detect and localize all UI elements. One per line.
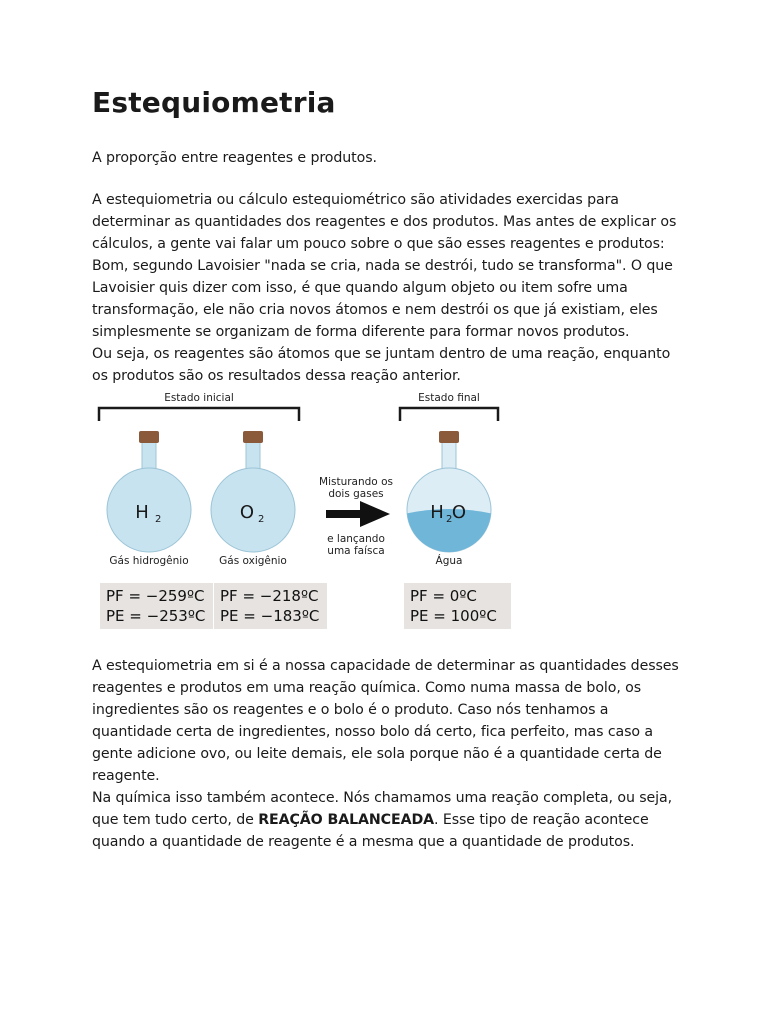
flask-h2o-name: Água xyxy=(435,555,463,567)
arrow-label-line2: dois gases xyxy=(328,488,384,500)
reaction-diagram xyxy=(92,386,512,576)
cork xyxy=(243,431,263,443)
subtitle xyxy=(92,147,682,169)
text-line: reagente. xyxy=(92,768,160,784)
text-line: Ou seja, os reagentes são átomos que se juntam dentro de uma reação, enquanto xyxy=(92,346,671,362)
flask-h2-name: Gás hidrogênio xyxy=(109,555,189,567)
h2-temperature-box xyxy=(100,583,213,629)
melting-point: PF = −259ºC xyxy=(106,587,205,605)
text-fragment: que tem tudo certo, de xyxy=(92,812,259,828)
text-line: os produtos são os resultados dessa reação anterior. xyxy=(92,368,461,384)
text-line: gente adicione ovo, ou leite demais, ele sola porque não é a quantidade certa de xyxy=(92,746,662,762)
page-title: Estequiometria xyxy=(92,86,336,119)
formula-subscript: 2 xyxy=(155,514,162,525)
melting-point: PF = 0ºC xyxy=(410,587,477,605)
flask-o2 xyxy=(211,431,295,552)
arrow-label-line1: Misturando os xyxy=(319,476,393,488)
text-line-with-bold xyxy=(92,809,682,831)
melting-point: PF = −218ºC xyxy=(220,587,319,605)
final-state-bracket xyxy=(400,408,498,421)
subtitle-text: A proporção entre reagentes e produtos. xyxy=(92,150,377,166)
formula-subscript: 2 xyxy=(258,514,265,525)
text-line: cálculos, a gente vai falar um pouco sobre o que são esses reagentes e produtos: xyxy=(92,236,665,252)
text-fragment: . Esse tipo de reação acontece xyxy=(434,812,649,828)
final-state-label: Estado final xyxy=(418,392,480,404)
text-line: Na química isso também acontece. Nós chamamos uma reação completa, ou seja, xyxy=(92,790,673,806)
formula-o: O xyxy=(451,502,467,523)
text-line: quando a quantidade de reagente é a mesma que a quantidade de produtos. xyxy=(92,834,635,850)
text-line: Bom, segundo Lavoisier "nada se cria, nada se destrói, tudo se transforma". O que xyxy=(92,258,673,274)
explanation-paragraph xyxy=(92,655,682,853)
o2-temperature-box xyxy=(214,583,327,629)
cork xyxy=(139,431,159,443)
boiling-point: PE = 100ºC xyxy=(410,607,497,625)
formula-h: H xyxy=(430,502,444,523)
boiling-point: PE = −253ºC xyxy=(106,607,206,625)
text-line: ingredientes são os reagentes e o bolo é o produto. Caso nós tenhamos a xyxy=(92,702,609,718)
formula-subscript: 2 xyxy=(446,514,453,525)
arrow-label-line3: e lançando xyxy=(327,533,385,545)
text-line: A estequiometria ou cálculo estequiométrico são atividades exercidas para xyxy=(92,192,619,208)
initial-state-label: Estado inicial xyxy=(164,392,234,404)
arrow-label-line4: uma faísca xyxy=(327,545,385,557)
text-line: Lavoisier quis dizer com isso, é que quando algum objeto ou item sofre uma xyxy=(92,280,628,296)
text-line: A estequiometria em si é a nossa capacidade de determinar as quantidades desses xyxy=(92,658,679,674)
reaction-figure xyxy=(92,386,512,636)
text-line: reagentes e produtos em uma reação química. Como numa massa de bolo, os xyxy=(92,680,642,696)
flask-h2 xyxy=(107,431,191,552)
balanced-reaction-term: REAÇÃO BALANCEADA xyxy=(258,812,435,828)
boiling-point: PE = −183ºC xyxy=(220,607,320,625)
intro-paragraph xyxy=(92,189,682,387)
text-line: simplesmente se organizam de forma diferente para formar novos produtos. xyxy=(92,324,630,340)
formula-h: H xyxy=(135,502,149,523)
text-line: transformação, ele não cria novos átomos e nem destrói os que já existiam, eles xyxy=(92,302,658,318)
h2o-temperature-box xyxy=(404,583,511,629)
initial-state-bracket xyxy=(99,408,299,421)
text-line: determinar as quantidades dos reagentes e dos produtos. Mas antes de explicar os xyxy=(92,214,677,230)
reaction-arrow-icon xyxy=(326,501,390,527)
flask-h2o xyxy=(404,431,494,556)
flask-o2-name: Gás oxigênio xyxy=(219,555,287,567)
formula-o: O xyxy=(239,502,255,523)
cork xyxy=(439,431,459,443)
text-line: quantidade certa de ingredientes, nosso bolo dá certo, fica perfeito, mas caso a xyxy=(92,724,653,740)
